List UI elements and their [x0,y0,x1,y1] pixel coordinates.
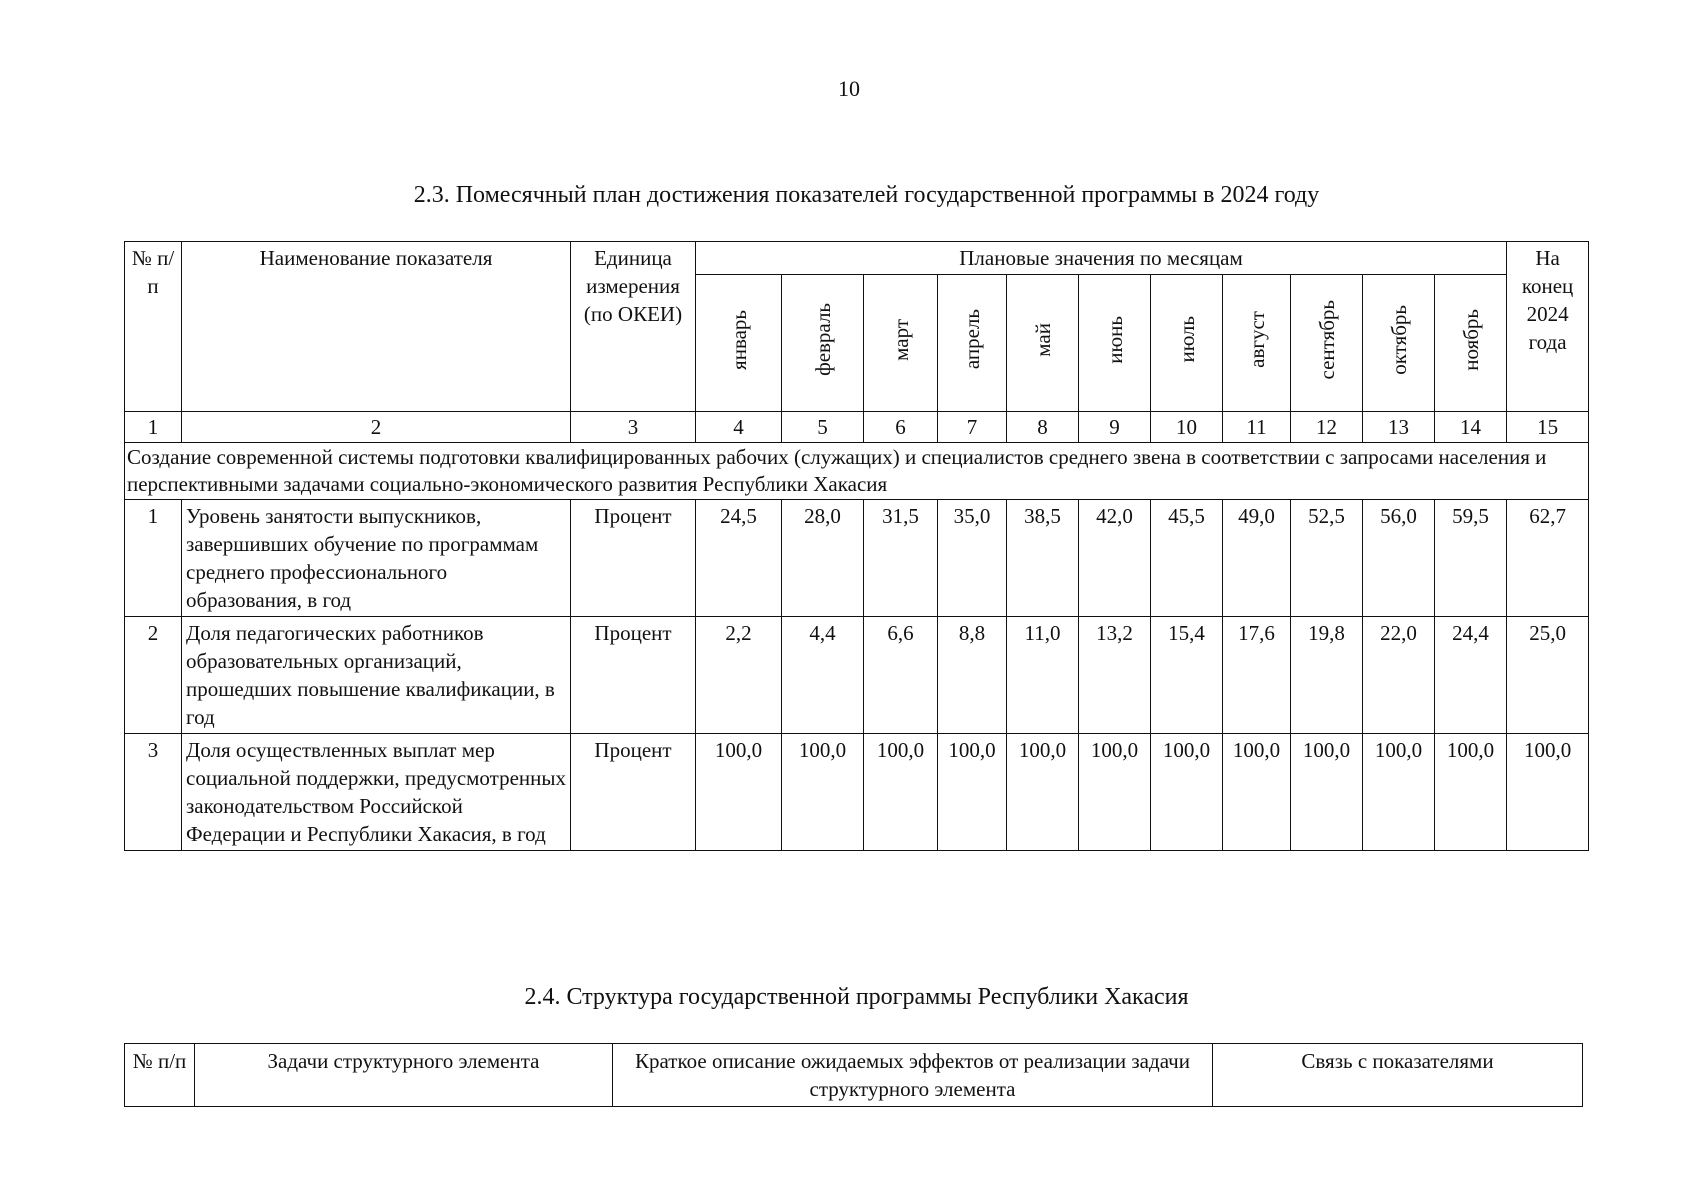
column-number: 3 [571,412,696,443]
row-number: 2 [125,617,182,734]
column-number: 12 [1291,412,1363,443]
column-number: 4 [696,412,782,443]
column-number: 6 [864,412,938,443]
month-header-4 [1007,275,1079,412]
month-value: 59,5 [1435,500,1507,617]
month-value: 6,6 [864,617,938,734]
indicator-name: Уровень занятости выпускников, завершивших обучение по программам среднего профессионального образования, в год [182,500,571,617]
structure-header-effects: Краткое описание ожидаемых эффектов от реализации задачи структурного элемента [613,1044,1213,1107]
month-value: 2,2 [696,617,782,734]
month-label: август [1244,311,1269,368]
month-header-5 [1079,275,1151,412]
table-row [125,617,1589,734]
unit-cell: Процент [571,734,696,851]
month-value: 17,6 [1223,617,1291,734]
month-value: 100,0 [1079,734,1151,851]
month-value: 45,5 [1151,500,1223,617]
header-indicator-name: Наименование показателя [182,242,571,412]
month-label: июнь [1102,315,1127,364]
indicator-name: Доля педагогических работников образовательных организаций, прошедших повышение квалификации, в год [182,617,571,734]
column-number: 13 [1363,412,1435,443]
month-header-6 [1151,275,1223,412]
structure-table [124,1043,1583,1107]
month-header-2 [864,275,938,412]
year-end-value: 100,0 [1507,734,1589,851]
month-value: 56,0 [1363,500,1435,617]
month-value: 100,0 [782,734,864,851]
month-label: май [1030,322,1055,357]
year-end-value: 25,0 [1507,617,1589,734]
month-value: 31,5 [864,500,938,617]
month-header-7 [1223,275,1291,412]
month-label: октябрь [1386,304,1411,375]
month-value: 24,5 [696,500,782,617]
group-row [125,443,1589,500]
column-number: 15 [1507,412,1589,443]
month-value: 100,0 [938,734,1007,851]
column-number: 7 [938,412,1007,443]
month-value: 49,0 [1223,500,1291,617]
month-value: 100,0 [1223,734,1291,851]
section-title-2-4: 2.4. Структура государственной программы Республики Хакасия [524,984,1189,1010]
month-header-8 [1291,275,1363,412]
column-numbers-row [125,412,1589,443]
header-year-end: На конец 2024 года [1507,242,1589,412]
structure-header-tasks: Задачи структурного элемента [195,1044,613,1107]
month-header-1 [782,275,864,412]
header-monthly-values: Плановые значения по месяцам [696,242,1507,275]
table-row [125,734,1589,851]
month-value: 11,0 [1007,617,1079,734]
month-header-9 [1363,275,1435,412]
month-value: 100,0 [696,734,782,851]
month-value: 22,0 [1363,617,1435,734]
year-end-value: 62,7 [1507,500,1589,617]
month-label: март [888,318,913,361]
month-header-3 [938,275,1007,412]
month-value: 8,8 [938,617,1007,734]
month-value: 52,5 [1291,500,1363,617]
header-unit: Единица измерения (по ОКЕИ) [571,242,696,412]
column-number: 10 [1151,412,1223,443]
indicator-name: Доля осуществленных выплат мер социальной поддержки, предусмотренных законодательством Российской Федерации и Республики Хакасия, в год [182,734,571,851]
month-value: 42,0 [1079,500,1151,617]
column-number: 2 [182,412,571,443]
month-header-10 [1435,275,1507,412]
month-value: 15,4 [1151,617,1223,734]
month-value: 100,0 [1435,734,1507,851]
column-number: 8 [1007,412,1079,443]
structure-header-link: Связь с показателями [1213,1044,1583,1107]
month-value: 35,0 [938,500,1007,617]
monthly-plan-table [124,241,1589,851]
month-value: 13,2 [1079,617,1151,734]
column-number: 14 [1435,412,1507,443]
month-value: 28,0 [782,500,864,617]
month-value: 100,0 [1007,734,1079,851]
unit-cell: Процент [571,617,696,734]
month-label: январь [726,309,751,370]
month-value: 100,0 [1151,734,1223,851]
month-value: 24,4 [1435,617,1507,734]
row-number: 3 [125,734,182,851]
section-title-2-3: 2.3. Помесячный план достижения показателей государственной программы в 2024 году [413,182,1320,208]
month-header-0 [696,275,782,412]
column-number: 11 [1223,412,1291,443]
month-label: апрель [960,309,984,370]
structure-header-num: № п/п [125,1044,195,1107]
structure-header-row [125,1044,1583,1107]
month-value: 4,4 [782,617,864,734]
month-value: 100,0 [1291,734,1363,851]
column-number: 9 [1079,412,1151,443]
month-value: 100,0 [864,734,938,851]
month-label: ноябрь [1458,308,1483,371]
month-label: июль [1174,316,1199,363]
page-number: 10 [838,76,860,101]
column-number: 5 [782,412,864,443]
month-value: 38,5 [1007,500,1079,617]
unit-cell: Процент [571,500,696,617]
column-number: 1 [125,412,182,443]
month-value: 19,8 [1291,617,1363,734]
month-label: сентябрь [1314,299,1339,380]
month-label: февраль [810,303,835,376]
table-row [125,500,1589,617]
month-value: 100,0 [1363,734,1435,851]
header-num: № п/п [125,242,182,412]
header-row-top [125,242,1589,275]
group-title: Создание современной системы подготовки квалифицированных рабочих (служащих) и специалистов среднего звена в соответствии с запросами населения и перспективными задачами социально-экономического развития Республики Хакасия [125,443,1589,500]
row-number: 1 [125,500,182,617]
